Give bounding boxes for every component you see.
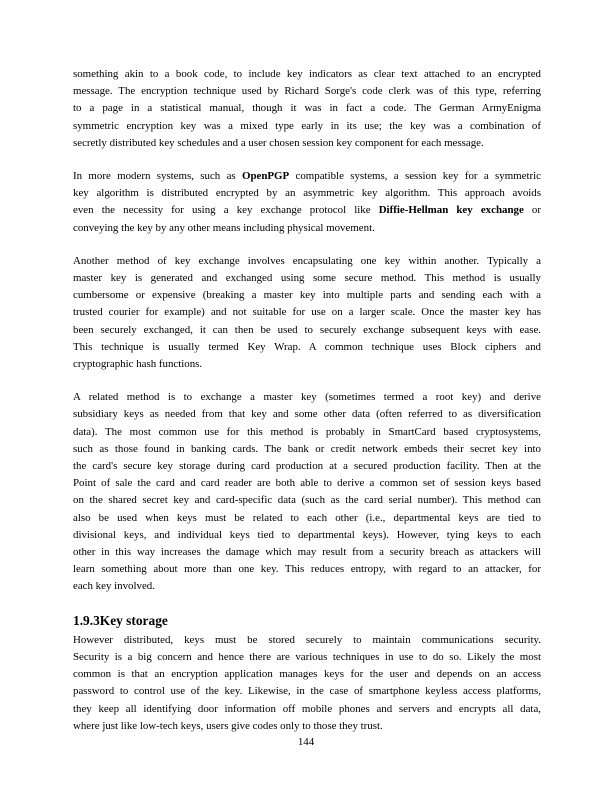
text-line: common is that an encryption application manages keys for the user and depends on an access [73, 668, 541, 681]
diffie-hellman-term: Diffie-Hellman key exchange [378, 204, 524, 217]
text-line: where just like low-tech keys, users give codes only to those they trust. [73, 719, 383, 732]
paragraph-key-storage [73, 632, 541, 735]
text-line [73, 202, 541, 219]
text-line: A related method is to exchange a master key (sometimes termed a root key) and derive [73, 391, 541, 404]
openpgp-term: OpenPGP [241, 170, 290, 183]
text-line: master key is generated and exchanged using some secure method. This method is usually [73, 272, 541, 285]
text-line: cumbersome or expensive (breaking a master key into multiple parts and sending each with a [73, 289, 541, 302]
paragraph-book-code [73, 66, 541, 152]
text-line: key algorithm is distributed encrypted by an asymmetric key algorithm. This approach avoids [73, 187, 541, 200]
text-line: the card's secure key storage during card production at a secured production facility. Then at the [73, 460, 541, 473]
text-line: learn something about more than one key. This reduces entropy, with regard to an attacker, for [73, 563, 541, 576]
page-number: 144 [297, 736, 315, 748]
text-line: other in this way increases the damage which may result from a security breach as attackers will [73, 546, 541, 559]
text-line: Another method of key exchange involves encapsulating one key within another. Typically a [73, 254, 541, 267]
text-line: also be used when keys must be related to each other (i.e., departmental keys are tied to [73, 511, 541, 524]
text-line: Point of sale the card and card reader are both able to derive a common set of session keys based [73, 477, 541, 490]
text-run: In more modern systems, such as [73, 170, 242, 183]
text-line: secretly distributed key schedules and a user chosen session key component for each message. [73, 136, 484, 149]
page-content [73, 66, 541, 751]
text-line: Security is a big concern and hence there are various techniques in use to do so. Likely the most [73, 650, 541, 663]
text-line: symmetric encryption key was a mixed type early in its use; the key was a combination of [73, 119, 541, 132]
text-line: subsidiary keys as needed from that key and some other data (often referred to as diversification [73, 408, 541, 421]
text-line: password to control use of the key. Likewise, in the case of smartphone keyless access platforms, [73, 685, 541, 698]
text-line: on the shared secret key and card-specific data (such as the card serial number). This method can [73, 494, 541, 507]
text-line: each key involved. [73, 580, 155, 593]
text-line: cryptographic hash functions. [73, 358, 203, 371]
text-line: trusted courier for example) and not suitable for use on a larger scale. Once the master key has [73, 306, 541, 319]
text-line: such as those found in banking cards. The bank or credit network embeds their secret key into [73, 442, 541, 455]
text-line: been securely exchanged, it can then be used to securely exchange subsequent keys with ease. [73, 323, 541, 336]
paragraph-key-wrap [73, 253, 541, 373]
text-line [73, 168, 541, 185]
text-line: message. The encryption technique used by Richard Sorge's code clerk was of this type, referring [73, 85, 541, 98]
paragraph-openpgp [73, 168, 541, 237]
text-line: something akin to a book code, to include key indicators as clear text attached to an encrypted [73, 68, 541, 80]
text-line: However distributed, keys must be stored securely to maintain communications security. [73, 633, 541, 646]
text-run: even the necessity for using a key exchange protocol like [73, 204, 379, 217]
text-line: data). The most common use for this method is probably in SmartCard based cryptosystems, [73, 425, 541, 438]
section-heading: 1.9.3Key storage [73, 612, 168, 628]
text-line: conveying the key by any other means including physical movement. [73, 221, 375, 234]
text-line: divisional keys, and individual keys tied to departmental keys). However, tying keys to each [73, 528, 541, 541]
text-line: This technique is usually termed Key Wrap. A common technique uses Block ciphers and [73, 340, 541, 353]
text-run: or [523, 204, 541, 217]
paragraph-master-key [73, 389, 541, 595]
text-run: compatible systems, a session key for a symmetric [289, 170, 541, 183]
text-line: they keep all identifying door information off mobile phones and servers and encrypts all data, [73, 702, 541, 715]
text-line: to a page in a statistical manual, though it was in fact a code. The German ArmyEnigma [73, 102, 541, 115]
